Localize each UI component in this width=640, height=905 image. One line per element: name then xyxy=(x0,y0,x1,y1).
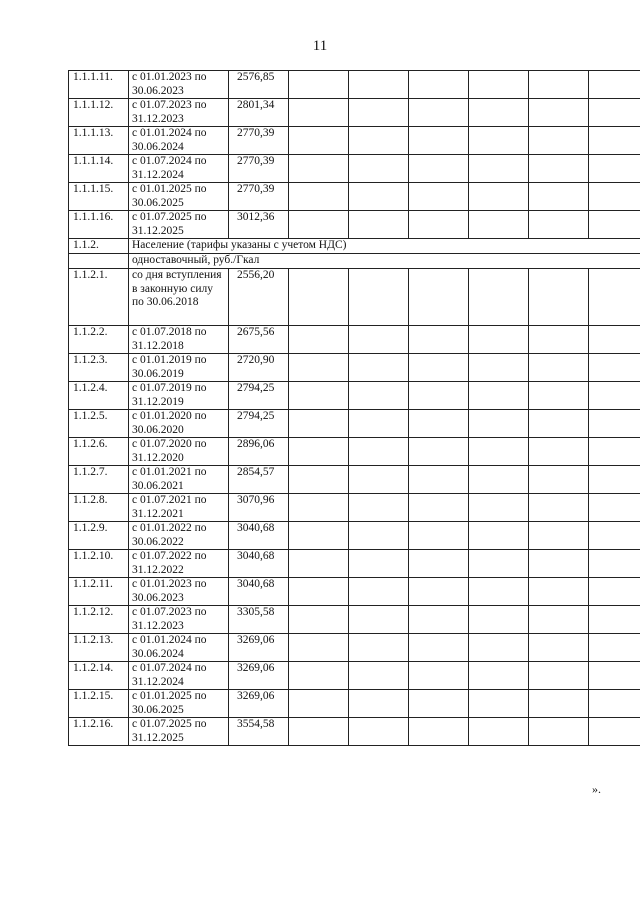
tariff-table xyxy=(68,70,640,746)
row-period: с 01.07.2024 по 31.12.2024 xyxy=(129,155,229,183)
empty-cell xyxy=(289,522,349,550)
empty-cell xyxy=(529,606,589,634)
empty-cell xyxy=(289,438,349,466)
empty-cell xyxy=(589,606,640,634)
empty-cell xyxy=(589,382,640,410)
row-period: с 01.07.2025 по 31.12.2025 xyxy=(129,211,229,239)
empty-cell xyxy=(349,550,409,578)
empty-cell xyxy=(349,718,409,746)
empty-cell xyxy=(529,410,589,438)
empty-cell xyxy=(349,606,409,634)
empty-cell xyxy=(289,690,349,718)
table-row xyxy=(69,155,640,183)
empty-cell xyxy=(409,718,469,746)
empty-cell xyxy=(469,382,529,410)
empty-cell xyxy=(589,550,640,578)
empty-cell xyxy=(589,718,640,746)
empty-cell xyxy=(289,662,349,690)
empty-cell xyxy=(469,494,529,522)
row-number: 1.1.2.1. xyxy=(69,269,129,326)
empty-cell xyxy=(469,211,529,239)
empty-cell xyxy=(589,127,640,155)
row-period: с 01.07.2020 по 31.12.2020 xyxy=(129,438,229,466)
table-row xyxy=(69,127,640,155)
empty-cell xyxy=(469,354,529,382)
empty-cell xyxy=(349,690,409,718)
empty-cell xyxy=(349,662,409,690)
closing-quote: ». xyxy=(592,782,601,796)
empty-cell xyxy=(409,578,469,606)
empty-cell xyxy=(349,438,409,466)
empty-cell xyxy=(349,578,409,606)
empty-cell xyxy=(469,326,529,354)
row-period: с 01.07.2023 по 31.12.2023 xyxy=(129,606,229,634)
row-value: 3070,96 xyxy=(229,494,289,522)
row-period: с 01.01.2024 по 30.06.2024 xyxy=(129,634,229,662)
table-row xyxy=(69,690,640,718)
empty-cell xyxy=(529,269,589,326)
empty-cell xyxy=(589,269,640,326)
empty-cell xyxy=(349,99,409,127)
section-empty-cell xyxy=(69,254,129,269)
empty-cell xyxy=(469,183,529,211)
row-value: 2576,85 xyxy=(229,71,289,99)
empty-cell xyxy=(349,634,409,662)
empty-cell xyxy=(349,326,409,354)
row-number: 1.1.2.8. xyxy=(69,494,129,522)
row-number: 1.1.1.16. xyxy=(69,211,129,239)
empty-cell xyxy=(409,99,469,127)
empty-cell xyxy=(409,127,469,155)
row-number: 1.1.2.16. xyxy=(69,718,129,746)
row-period: с 01.07.2022 по 31.12.2022 xyxy=(129,550,229,578)
empty-cell xyxy=(589,99,640,127)
empty-cell xyxy=(589,522,640,550)
empty-cell xyxy=(469,578,529,606)
row-period: с 01.01.2023 по 30.06.2023 xyxy=(129,71,229,99)
table-row xyxy=(69,466,640,494)
row-number: 1.1.2.13. xyxy=(69,634,129,662)
empty-cell xyxy=(349,155,409,183)
row-value: 2556,20 xyxy=(229,269,289,326)
table-row xyxy=(69,494,640,522)
empty-cell xyxy=(349,183,409,211)
row-value: 2770,39 xyxy=(229,127,289,155)
empty-cell xyxy=(469,438,529,466)
empty-cell xyxy=(529,382,589,410)
table-row xyxy=(69,550,640,578)
empty-cell xyxy=(529,550,589,578)
empty-cell xyxy=(409,690,469,718)
table-row xyxy=(69,211,640,239)
section-subtitle: одноставочный, руб./Гкал xyxy=(129,254,640,269)
row-value: 3040,68 xyxy=(229,578,289,606)
table-row xyxy=(69,99,640,127)
empty-cell xyxy=(529,438,589,466)
row-value: 3269,06 xyxy=(229,662,289,690)
empty-cell xyxy=(589,578,640,606)
empty-cell xyxy=(289,634,349,662)
empty-cell xyxy=(409,269,469,326)
empty-cell xyxy=(589,662,640,690)
empty-cell xyxy=(469,71,529,99)
row-period: с 01.07.2021 по 31.12.2021 xyxy=(129,494,229,522)
section-title: Население (тарифы указаны с учетом НДС) xyxy=(129,239,640,254)
table-row xyxy=(69,522,640,550)
empty-cell xyxy=(589,354,640,382)
row-value: 3305,58 xyxy=(229,606,289,634)
row-period: с 01.07.2024 по 31.12.2024 xyxy=(129,662,229,690)
empty-cell xyxy=(589,155,640,183)
empty-cell xyxy=(349,211,409,239)
empty-cell xyxy=(349,522,409,550)
empty-cell xyxy=(289,606,349,634)
empty-cell xyxy=(469,606,529,634)
empty-cell xyxy=(289,578,349,606)
row-value: 2794,25 xyxy=(229,382,289,410)
row-number: 1.1.2.15. xyxy=(69,690,129,718)
section-title-row xyxy=(69,239,640,254)
empty-cell xyxy=(589,466,640,494)
row-period: с 01.01.2025 по 30.06.2025 xyxy=(129,183,229,211)
row-value: 3040,68 xyxy=(229,522,289,550)
section-subtitle-row xyxy=(69,254,640,269)
row-number: 1.1.2.2. xyxy=(69,326,129,354)
empty-cell xyxy=(469,718,529,746)
empty-cell xyxy=(349,466,409,494)
row-number: 1.1.1.12. xyxy=(69,99,129,127)
row-number: 1.1.2.10. xyxy=(69,550,129,578)
row-period: с 01.07.2023 по 31.12.2023 xyxy=(129,99,229,127)
row-value: 3554,58 xyxy=(229,718,289,746)
row-period: с 01.01.2025 по 30.06.2025 xyxy=(129,690,229,718)
empty-cell xyxy=(349,354,409,382)
empty-cell xyxy=(589,494,640,522)
row-number: 1.1.2.11. xyxy=(69,578,129,606)
empty-cell xyxy=(349,494,409,522)
row-number: 1.1.2.7. xyxy=(69,466,129,494)
empty-cell xyxy=(409,71,469,99)
row-period: с 01.01.2023 по 30.06.2023 xyxy=(129,578,229,606)
empty-cell xyxy=(289,269,349,326)
empty-cell xyxy=(409,326,469,354)
row-value: 2720,90 xyxy=(229,354,289,382)
empty-cell xyxy=(469,522,529,550)
empty-cell xyxy=(409,211,469,239)
row-value: 2770,39 xyxy=(229,155,289,183)
row-period: с 01.07.2025 по 31.12.2025 xyxy=(129,718,229,746)
table-row xyxy=(69,438,640,466)
row-period: с 01.01.2020 по 30.06.2020 xyxy=(129,410,229,438)
empty-cell xyxy=(349,71,409,99)
empty-cell xyxy=(349,127,409,155)
row-number: 1.1.1.13. xyxy=(69,127,129,155)
empty-cell xyxy=(289,550,349,578)
empty-cell xyxy=(409,494,469,522)
row-period: с 01.07.2018 по 31.12.2018 xyxy=(129,326,229,354)
empty-cell xyxy=(589,326,640,354)
table-body-part1 xyxy=(69,71,640,239)
empty-cell xyxy=(289,718,349,746)
empty-cell xyxy=(589,634,640,662)
table-row xyxy=(69,326,640,354)
empty-cell xyxy=(289,382,349,410)
empty-cell xyxy=(529,183,589,211)
row-value: 3012,36 xyxy=(229,211,289,239)
row-period: с 01.01.2022 по 30.06.2022 xyxy=(129,522,229,550)
empty-cell xyxy=(469,550,529,578)
table-row xyxy=(69,606,640,634)
empty-cell xyxy=(289,127,349,155)
empty-cell xyxy=(409,410,469,438)
row-value: 3269,06 xyxy=(229,690,289,718)
row-value: 2675,56 xyxy=(229,326,289,354)
page-number: 11 xyxy=(312,38,328,54)
empty-cell xyxy=(469,99,529,127)
table-row xyxy=(69,71,640,99)
empty-cell xyxy=(529,127,589,155)
empty-cell xyxy=(289,183,349,211)
empty-cell xyxy=(409,466,469,494)
empty-cell xyxy=(289,99,349,127)
empty-cell xyxy=(409,606,469,634)
row-period: с 01.07.2019 по 31.12.2019 xyxy=(129,382,229,410)
empty-cell xyxy=(469,466,529,494)
empty-cell xyxy=(289,155,349,183)
empty-cell xyxy=(589,438,640,466)
empty-cell xyxy=(529,326,589,354)
table-row xyxy=(69,382,640,410)
empty-cell xyxy=(349,269,409,326)
row-number: 1.1.2.3. xyxy=(69,354,129,382)
table-body-part2 xyxy=(69,269,640,746)
empty-cell xyxy=(289,410,349,438)
row-number: 1.1.1.15. xyxy=(69,183,129,211)
table-row xyxy=(69,354,640,382)
empty-cell xyxy=(589,410,640,438)
row-period: с 01.01.2021 по 30.06.2021 xyxy=(129,466,229,494)
empty-cell xyxy=(469,269,529,326)
row-value: 3269,06 xyxy=(229,634,289,662)
row-value: 2801,34 xyxy=(229,99,289,127)
table-row xyxy=(69,410,640,438)
row-number: 1.1.2.12. xyxy=(69,606,129,634)
empty-cell xyxy=(349,382,409,410)
row-number: 1.1.2.5. xyxy=(69,410,129,438)
empty-cell xyxy=(529,690,589,718)
empty-cell xyxy=(529,578,589,606)
empty-cell xyxy=(469,634,529,662)
empty-cell xyxy=(409,550,469,578)
empty-cell xyxy=(589,211,640,239)
empty-cell xyxy=(409,183,469,211)
row-value: 2896,06 xyxy=(229,438,289,466)
table-row xyxy=(69,662,640,690)
empty-cell xyxy=(529,718,589,746)
section-header xyxy=(69,239,640,269)
empty-cell xyxy=(289,211,349,239)
table-row xyxy=(69,634,640,662)
row-number: 1.1.2.6. xyxy=(69,438,129,466)
row-period: со дня вступления в законную силу по 30.06.2018 xyxy=(129,269,229,326)
empty-cell xyxy=(529,466,589,494)
empty-cell xyxy=(529,155,589,183)
empty-cell xyxy=(589,183,640,211)
table-row xyxy=(69,183,640,211)
empty-cell xyxy=(529,634,589,662)
row-value: 2854,57 xyxy=(229,466,289,494)
empty-cell xyxy=(289,326,349,354)
empty-cell xyxy=(289,466,349,494)
empty-cell xyxy=(289,494,349,522)
empty-cell xyxy=(469,662,529,690)
empty-cell xyxy=(529,99,589,127)
table-row xyxy=(69,718,640,746)
empty-cell xyxy=(529,522,589,550)
empty-cell xyxy=(409,662,469,690)
empty-cell xyxy=(469,127,529,155)
empty-cell xyxy=(409,382,469,410)
row-period: с 01.01.2019 по 30.06.2019 xyxy=(129,354,229,382)
empty-cell xyxy=(469,690,529,718)
row-value: 2794,25 xyxy=(229,410,289,438)
row-value: 3040,68 xyxy=(229,550,289,578)
empty-cell xyxy=(409,634,469,662)
empty-cell xyxy=(289,354,349,382)
empty-cell xyxy=(529,494,589,522)
row-value: 2770,39 xyxy=(229,183,289,211)
row-number: 1.1.1.14. xyxy=(69,155,129,183)
table-row xyxy=(69,578,640,606)
row-number: 1.1.2.4. xyxy=(69,382,129,410)
empty-cell xyxy=(589,690,640,718)
empty-cell xyxy=(529,211,589,239)
empty-cell xyxy=(529,354,589,382)
empty-cell xyxy=(349,410,409,438)
empty-cell xyxy=(589,71,640,99)
empty-cell xyxy=(529,662,589,690)
row-number: 1.1.2.14. xyxy=(69,662,129,690)
row-number: 1.1.2.9. xyxy=(69,522,129,550)
empty-cell xyxy=(469,155,529,183)
table-row xyxy=(69,269,640,326)
row-period: с 01.01.2024 по 30.06.2024 xyxy=(129,127,229,155)
section-number: 1.1.2. xyxy=(69,239,129,254)
empty-cell xyxy=(409,155,469,183)
empty-cell xyxy=(409,354,469,382)
empty-cell xyxy=(409,438,469,466)
row-number: 1.1.1.11. xyxy=(69,71,129,99)
empty-cell xyxy=(409,522,469,550)
empty-cell xyxy=(289,71,349,99)
empty-cell xyxy=(529,71,589,99)
empty-cell xyxy=(469,410,529,438)
